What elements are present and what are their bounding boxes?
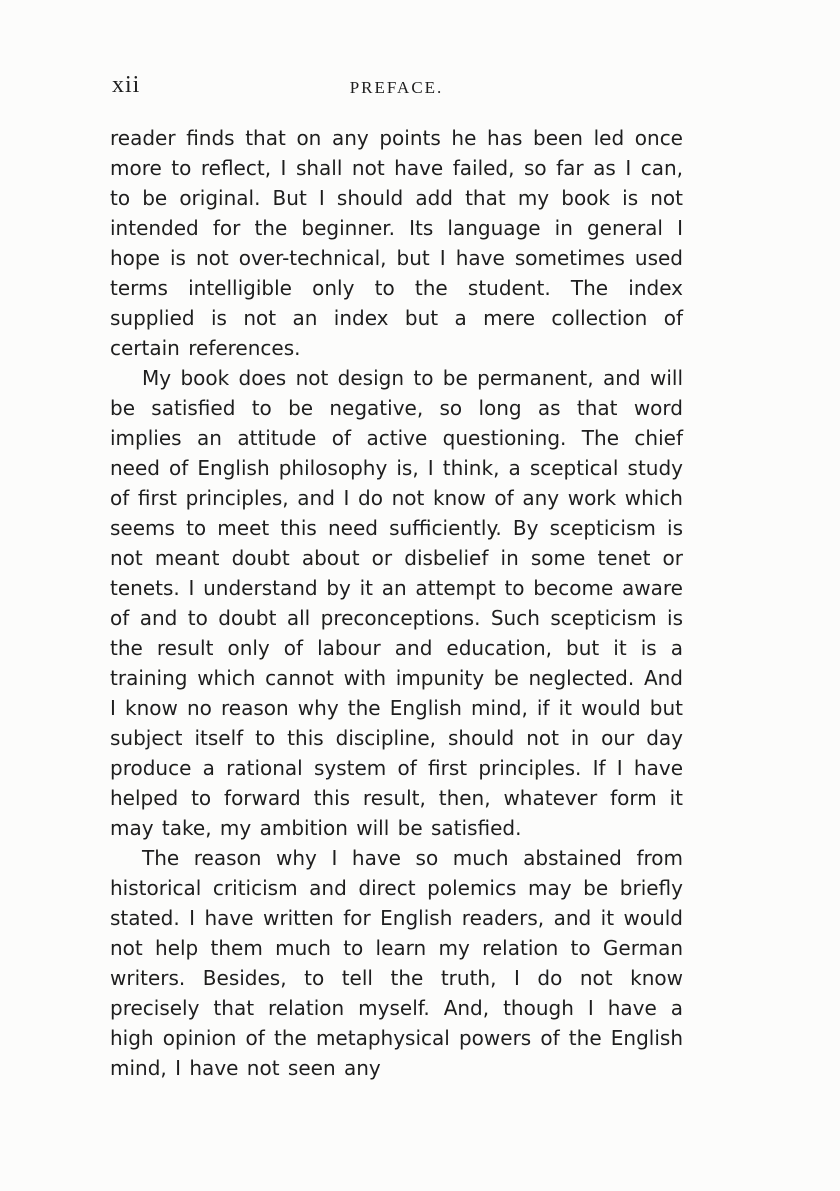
- paragraph-scepticism: My book does not design to be permanent, and will be satisfied to be negative, so long as that word implies an attitude of active questioning. The chief need of English philosophy is, I think, a sceptical study of first principles, and I do not know of any work which seems to meet this need sufficiently. By scepticism is not meant doubt about or disbelief in some tenet or tenets. I understand by it an attempt to become aware of and to doubt all preconceptions. Such scepticism is the result only of labour and education, but it is a training which cannot with impunity be neglected. And I know no reason why the English mind, if it would but subject itself to this discipline, should not in our day produce a rational system of first principles. If I have helped to forward this result, then, whatever form it may take, my ambition will be satisfied.: [110, 366, 683, 840]
- running-head: PREFACE.: [349, 78, 444, 97]
- paragraph-continued: reader finds that on any points he has been led once more to reflect, I shall not have failed, so far as I can, to be original. But I should add that my book is not intended for the beginner. Its language in general I hope is not over-technical, but I have sometimes used terms intelligible only to the student. The index supplied is not an index but a mere collection of certain references.: [110, 126, 683, 360]
- page-header: [108, 72, 685, 102]
- page-number: xii: [112, 72, 141, 98]
- body-text: [110, 123, 683, 1083]
- paragraph-historical-criticism: The reason why I have so much abstained from historical criticism and direct polemics may be briefly stated. I have written for English readers, and it would not help them much to learn my relation to German writers. Besides, to tell the truth, I do not know precisely that relation myself. And, though I have a high opinion of the metaphysical powers of the English mind, I have not seen any: [110, 846, 683, 1080]
